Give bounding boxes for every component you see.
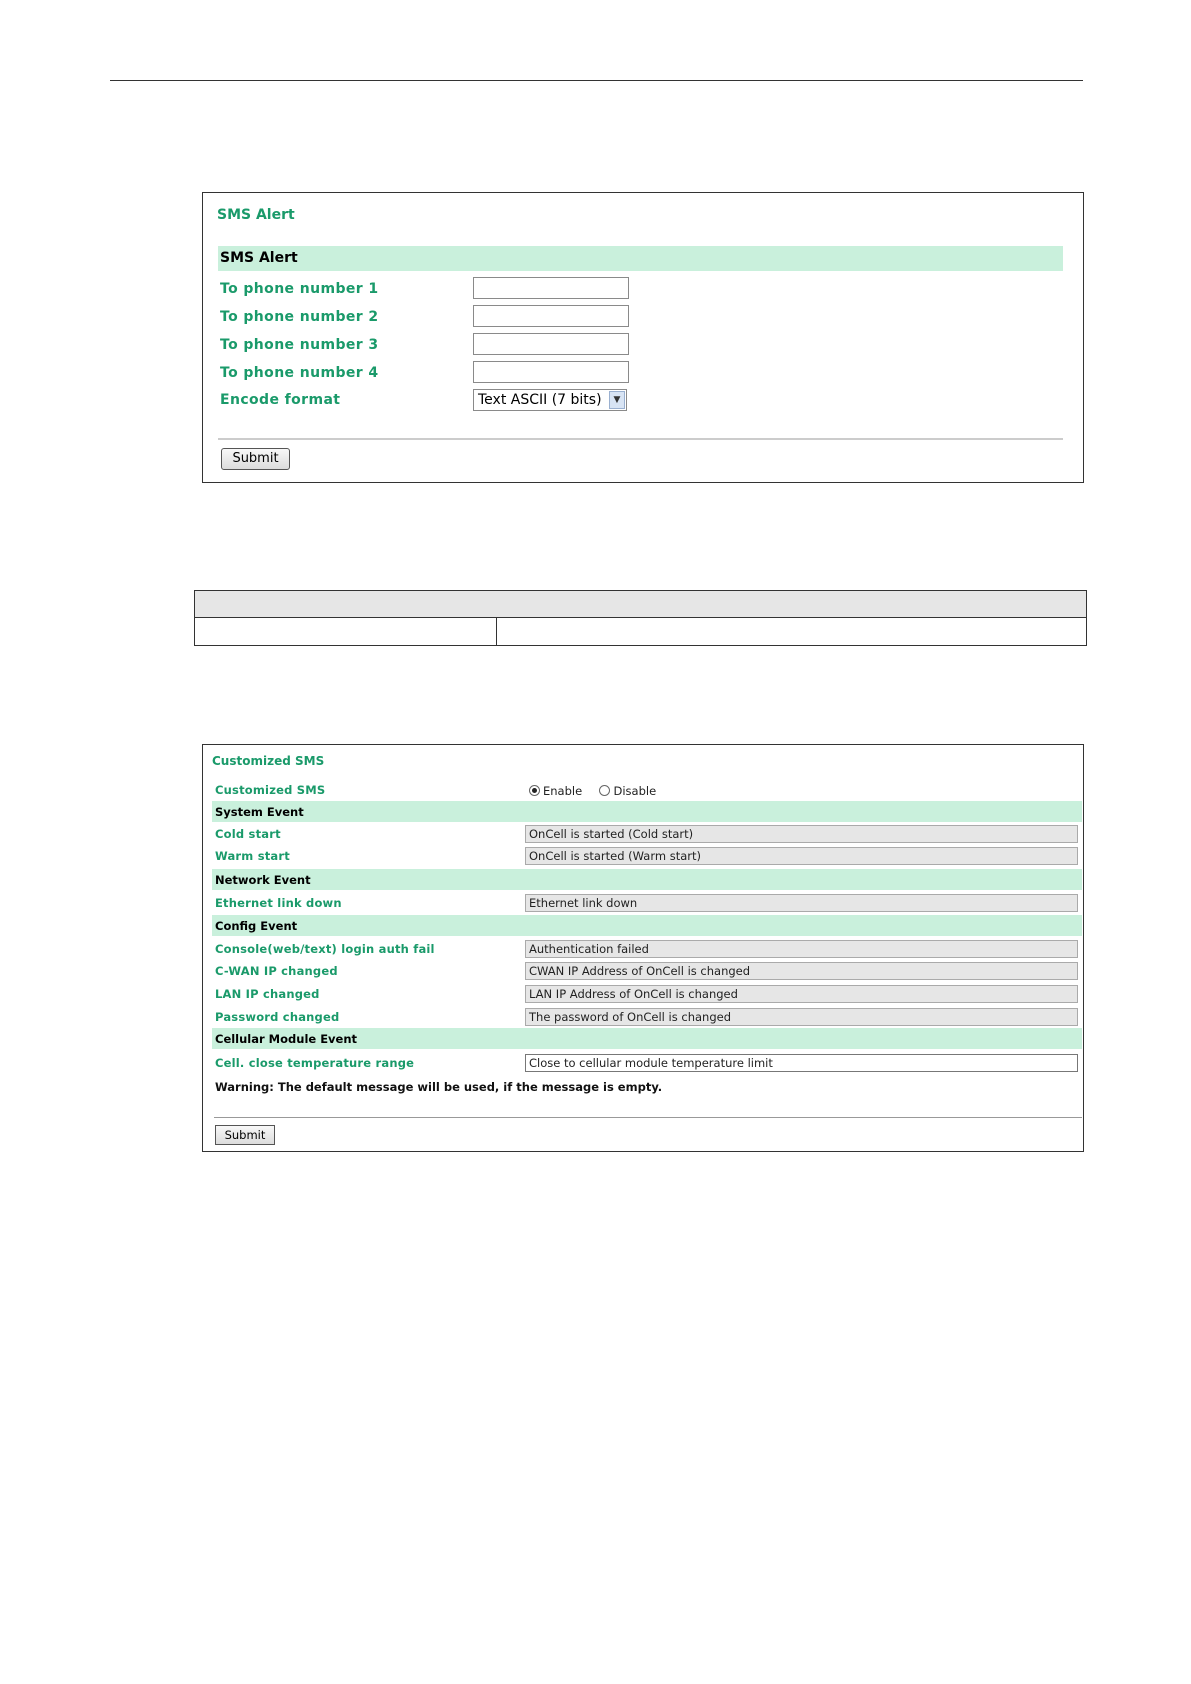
enable-radio[interactable] xyxy=(529,785,540,796)
config-event-section-header: Config Event xyxy=(212,915,1082,936)
blank-table-column-divider xyxy=(496,618,497,646)
sms-alert-panel-title: SMS Alert xyxy=(217,207,295,223)
enable-label: Enable xyxy=(543,784,583,798)
login-auth-fail-label: Console(web/text) login auth fail xyxy=(215,942,435,956)
phone-number-4-label: To phone number 4 xyxy=(220,365,379,381)
customized-sms-panel xyxy=(202,744,1084,1152)
lan-ip-changed-label: LAN IP changed xyxy=(215,987,320,1001)
password-changed-label: Password changed xyxy=(215,1010,340,1024)
cell-temp-range-label: Cell. close temperature range xyxy=(215,1056,415,1070)
customized-sms-submit-button[interactable]: Submit xyxy=(215,1125,275,1145)
customized-sms-radio-group xyxy=(529,784,656,798)
cell-temp-range-input[interactable]: Close to cellular module temperature limit xyxy=(525,1054,1078,1072)
disable-label: Disable xyxy=(613,784,657,798)
sms-alert-section-header: SMS Alert xyxy=(218,246,1063,271)
cwan-ip-changed-input[interactable]: CWAN IP Address of OnCell is changed xyxy=(525,962,1078,980)
customized-sms-toggle-label: Customized SMS xyxy=(215,783,326,797)
phone-number-1-label: To phone number 1 xyxy=(220,281,379,297)
cellular-module-event-section-header: Cellular Module Event xyxy=(212,1028,1082,1049)
chevron-down-icon[interactable]: ▼ xyxy=(609,391,625,409)
cold-start-label: Cold start xyxy=(215,827,281,841)
encode-format-select[interactable] xyxy=(473,389,627,411)
sms-alert-submit-button[interactable]: Submit xyxy=(221,448,290,470)
customized-sms-panel-title: Customized SMS xyxy=(212,754,325,768)
blank-table-header xyxy=(195,591,1086,618)
ethernet-link-down-input[interactable]: Ethernet link down xyxy=(525,894,1078,912)
network-event-section-header: Network Event xyxy=(212,869,1082,890)
login-auth-fail-input[interactable]: Authentication failed xyxy=(525,940,1078,958)
phone-number-4-input[interactable] xyxy=(473,361,629,383)
sms-alert-panel xyxy=(202,192,1084,483)
phone-number-3-label: To phone number 3 xyxy=(220,337,379,353)
warning-text: Warning: The default message will be used, if the message is empty. xyxy=(215,1080,663,1094)
warm-start-label: Warm start xyxy=(215,849,290,863)
phone-number-2-label: To phone number 2 xyxy=(220,309,379,325)
system-event-section-header: System Event xyxy=(212,801,1082,822)
lan-ip-changed-input[interactable]: LAN IP Address of OnCell is changed xyxy=(525,985,1078,1003)
encode-format-label: Encode format xyxy=(220,392,341,408)
phone-number-3-input[interactable] xyxy=(473,333,629,355)
phone-number-2-input[interactable] xyxy=(473,305,629,327)
page-header-rule xyxy=(110,80,1083,81)
password-changed-input[interactable]: The password of OnCell is changed xyxy=(525,1008,1078,1026)
cold-start-input[interactable]: OnCell is started (Cold start) xyxy=(525,825,1078,843)
phone-number-1-input[interactable] xyxy=(473,277,629,299)
disable-radio[interactable] xyxy=(599,785,610,796)
ethernet-link-down-label: Ethernet link down xyxy=(215,896,342,910)
blank-table xyxy=(194,590,1087,646)
encode-format-value: Text ASCII (7 bits) xyxy=(478,392,602,408)
cwan-ip-changed-label: C-WAN IP changed xyxy=(215,964,338,978)
divider xyxy=(214,1117,1082,1118)
divider xyxy=(218,438,1063,440)
warm-start-input[interactable]: OnCell is started (Warm start) xyxy=(525,847,1078,865)
